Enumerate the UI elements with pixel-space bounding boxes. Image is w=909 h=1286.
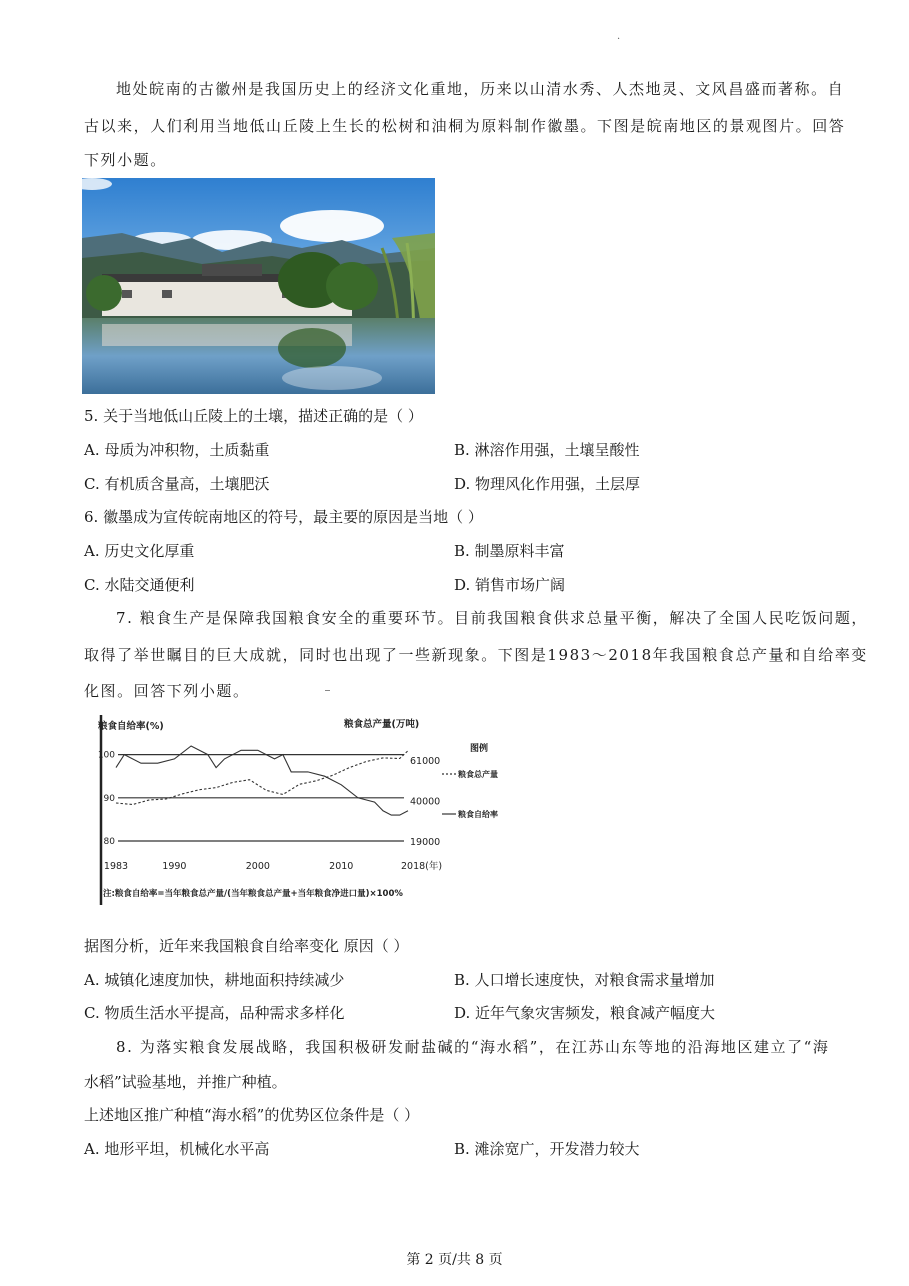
intro-line-3: 下列小题。: [84, 151, 167, 169]
chart-left-tick: 100: [97, 750, 115, 761]
q5-option-c: C. 有机质含量高，土壤肥沃: [84, 475, 270, 493]
chart-legend-title: 图例: [470, 744, 489, 754]
q6-option-d: D. 销售市场广阔: [454, 576, 566, 594]
stray-mark: [325, 690, 330, 691]
q8-option-b: B. 滩涂宽广，开发潜力较大: [454, 1140, 640, 1158]
chart-x-tick: 2000: [245, 861, 270, 872]
q7-intro-line-3: 化图。回答下列小题。: [84, 682, 250, 700]
q7-stem: 据图分析，近年来我国粮食自给率变化 原因（ ）: [84, 937, 409, 955]
q8-intro-line-2: 水稻”试验基地，并推广种植。: [84, 1073, 287, 1091]
landscape-photo: [82, 178, 435, 394]
legend-label-selfsufficiency: 粮食自给率: [458, 810, 498, 819]
q5-option-b: B. 淋溶作用强，土壤呈酸性: [454, 441, 640, 459]
q7-option-a: A. 城镇化速度加快，耕地面积持续减少: [84, 971, 345, 989]
q7-option-c: C. 物质生活水平提高，品种需求多样化: [84, 1004, 345, 1022]
legend-label-production: 粮食总产量: [458, 770, 498, 779]
q6-option-c: C. 水陆交通便利: [84, 576, 195, 594]
series-line-selfsufficiency: [116, 746, 408, 815]
q5-stem: 5. 关于当地低山丘陵上的土壤，描述正确的是（ ）: [84, 407, 423, 425]
q8-option-a: A. 地形平坦，机械化水平高: [84, 1140, 270, 1158]
q6-option-a: A. 历史文化厚重: [84, 542, 195, 560]
q7-option-d: D. 近年气象灾害频发，粮食减产幅度大: [454, 1004, 716, 1022]
page-footer: 第 2 页/共 8 页: [406, 1252, 503, 1268]
q7-option-b: B. 人口增长速度快，对粮食需求量增加: [454, 971, 715, 989]
chart-x-tick: 1983: [103, 861, 129, 872]
chart-left-tick: 80: [103, 837, 115, 847]
q8-intro-line-1: 8. 为落实粮食发展战略，我国积极研发耐盐碱的“海水稻”，在江苏山东等地的沿海地区建立了“海: [116, 1038, 830, 1056]
q5-option-a: A. 母质为冲积物，土质黏重: [84, 441, 270, 459]
chart-right-tick: 61000: [410, 756, 441, 767]
q6-option-b: B. 制墨原料丰富: [454, 542, 565, 560]
chart-x-tick: 2010: [329, 861, 354, 872]
chart-left-axis-label: 粮食自给率(%): [98, 721, 164, 732]
chart-right-axis-label: 粮食总产量(万吨): [344, 719, 420, 730]
corner-dot: ·: [617, 34, 621, 45]
chart-x-tick: 1990: [162, 861, 187, 872]
series-line-production: [116, 751, 408, 805]
intro-line-1: 地处皖南的古徽州是我国历史上的经济文化重地，历来以山清水秀、人杰地灵、文风昌盛而著称。自: [116, 80, 845, 98]
q8-stem: 上述地区推广种植“海水稻”的优势区位条件是（ ）: [84, 1106, 420, 1124]
q6-stem: 6. 徽墨成为宣传皖南地区的符号，最主要的原因是当地（ ）: [84, 508, 483, 526]
chart-left-tick: 90: [103, 793, 115, 804]
q7-intro-line-1: 7. 粮食生产是保障我国粮食安全的重要环节。目前我国粮食供求总量平衡，解决了全国人民吃饭问题，: [116, 609, 868, 627]
chart-right-tick: 40000: [410, 796, 441, 808]
grain-chart: [96, 713, 516, 909]
intro-line-2: 古以来，人们利用当地低山丘陵上生长的松树和油桐为原料制作徽墨。下图是皖南地区的景观图片。回答: [84, 117, 846, 135]
q5-option-d: D. 物理风化作用强，土层厚: [454, 475, 641, 493]
chart-right-tick: 19000: [410, 837, 441, 848]
q7-intro-line-2: 取得了举世瞩目的巨大成就，同时也出现了一些新现象。下图是1983～2018年我国粮食总产量和自给率变: [84, 646, 868, 664]
chart-x-tick: 2018(年): [401, 861, 443, 872]
chart-note: 注:粮食自给率=当年粮食总产量/(当年粮食总产量+当年粮食净进口量)×100%: [103, 889, 403, 899]
